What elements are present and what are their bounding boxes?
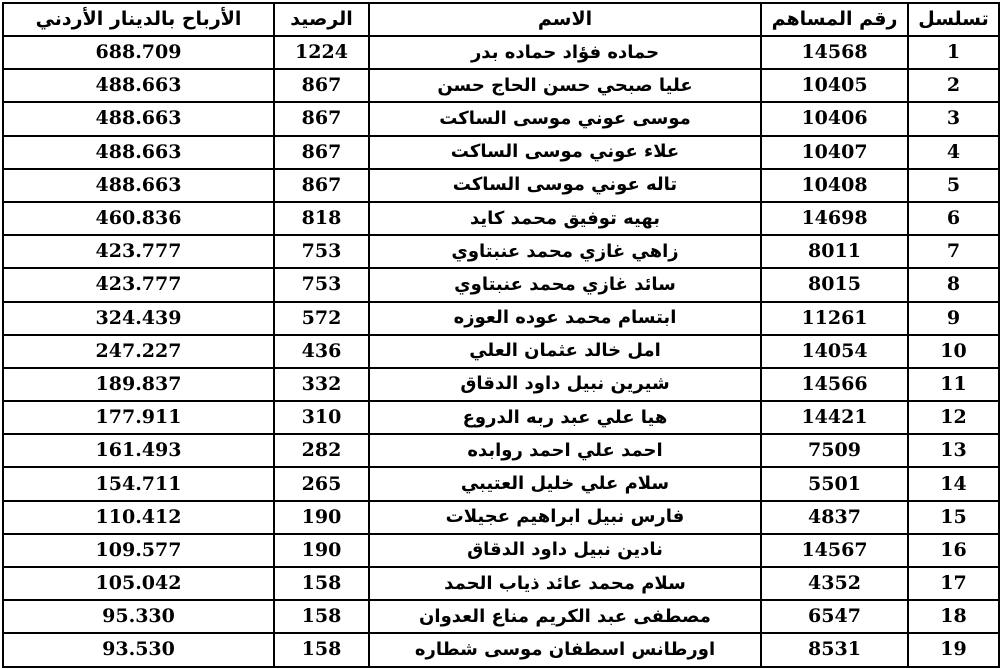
- cell-seq: 10: [908, 335, 999, 368]
- cell-balance: 572: [274, 302, 369, 335]
- cell-balance: 332: [274, 368, 369, 401]
- cell-profits: 109.577: [3, 534, 274, 567]
- header-seq: تسلسل: [908, 3, 999, 36]
- cell-seq: 9: [908, 302, 999, 335]
- cell-seq: 7: [908, 235, 999, 268]
- header-balance: الرصيد: [274, 3, 369, 36]
- cell-balance: 867: [274, 136, 369, 169]
- table-row: [3, 36, 999, 69]
- cell-name: سائد غازي محمد عنبتاوي: [369, 268, 761, 301]
- table-row: [3, 501, 999, 534]
- table-row: [3, 600, 999, 633]
- cell-seq: 19: [908, 633, 999, 666]
- cell-balance: 158: [274, 633, 369, 666]
- table-row: [3, 434, 999, 467]
- cell-profits: 189.837: [3, 368, 274, 401]
- cell-profits: 488.663: [3, 136, 274, 169]
- cell-seq: 18: [908, 600, 999, 633]
- cell-seq: 6: [908, 202, 999, 235]
- table-row: [3, 534, 999, 567]
- shareholders-profits-table: [2, 2, 1000, 668]
- cell-shareholder-no: 8015: [761, 268, 908, 301]
- cell-shareholder-no: 8531: [761, 633, 908, 666]
- cell-shareholder-no: 14054: [761, 335, 908, 368]
- cell-shareholder-no: 7509: [761, 434, 908, 467]
- cell-name: موسى عوني موسى الساكت: [369, 102, 761, 135]
- cell-balance: 436: [274, 335, 369, 368]
- table-row: [3, 102, 999, 135]
- cell-profits: 110.412: [3, 501, 274, 534]
- cell-shareholder-no: 14698: [761, 202, 908, 235]
- cell-shareholder-no: 14567: [761, 534, 908, 567]
- cell-name: سلام محمد عائد ذياب الحمد: [369, 567, 761, 600]
- cell-seq: 3: [908, 102, 999, 135]
- cell-shareholder-no: 4837: [761, 501, 908, 534]
- table-body: [3, 36, 999, 667]
- cell-balance: 190: [274, 534, 369, 567]
- cell-name: عليا صبحي حسن الحاج حسن: [369, 69, 761, 102]
- cell-balance: 818: [274, 202, 369, 235]
- cell-shareholder-no: 14421: [761, 401, 908, 434]
- cell-shareholder-no: 10405: [761, 69, 908, 102]
- cell-seq: 4: [908, 136, 999, 169]
- table-row: [3, 368, 999, 401]
- cell-balance: 158: [274, 567, 369, 600]
- cell-balance: 867: [274, 169, 369, 202]
- cell-seq: 17: [908, 567, 999, 600]
- cell-name: زاهي غازي محمد عنبتاوي: [369, 235, 761, 268]
- table-row: [3, 633, 999, 666]
- cell-name: بهيه توفيق محمد كايد: [369, 202, 761, 235]
- cell-name: احمد علي احمد روابده: [369, 434, 761, 467]
- header-profits: الأرباح بالدينار الأردني: [3, 3, 274, 36]
- header-name: الاسم: [369, 3, 761, 36]
- table-row: [3, 235, 999, 268]
- cell-profits: 324.439: [3, 302, 274, 335]
- table-row: [3, 268, 999, 301]
- cell-profits: 488.663: [3, 169, 274, 202]
- table-header-row: [3, 3, 999, 36]
- cell-profits: 460.836: [3, 202, 274, 235]
- cell-shareholder-no: 4352: [761, 567, 908, 600]
- cell-seq: 1: [908, 36, 999, 69]
- cell-profits: 688.709: [3, 36, 274, 69]
- cell-profits: 488.663: [3, 102, 274, 135]
- cell-seq: 14: [908, 467, 999, 500]
- cell-shareholder-no: 14568: [761, 36, 908, 69]
- cell-name: نادين نبيل داود الدقاق: [369, 534, 761, 567]
- cell-seq: 15: [908, 501, 999, 534]
- cell-name: اورطانس اسطفان موسى شطاره: [369, 633, 761, 666]
- cell-profits: 177.911: [3, 401, 274, 434]
- cell-profits: 423.777: [3, 268, 274, 301]
- cell-name: شيرين نبيل داود الدقاق: [369, 368, 761, 401]
- table-row: [3, 69, 999, 102]
- cell-balance: 753: [274, 235, 369, 268]
- cell-profits: 93.530: [3, 633, 274, 666]
- cell-name: تاله عوني موسى الساكت: [369, 169, 761, 202]
- cell-profits: 161.493: [3, 434, 274, 467]
- cell-balance: 158: [274, 600, 369, 633]
- table-row: [3, 467, 999, 500]
- cell-shareholder-no: 10407: [761, 136, 908, 169]
- cell-shareholder-no: 6547: [761, 600, 908, 633]
- cell-balance: 867: [274, 102, 369, 135]
- cell-seq: 8: [908, 268, 999, 301]
- table-row: [3, 202, 999, 235]
- header-shareholder-no: رقم المساهم: [761, 3, 908, 36]
- cell-profits: 488.663: [3, 69, 274, 102]
- cell-balance: 867: [274, 69, 369, 102]
- cell-profits: 105.042: [3, 567, 274, 600]
- cell-seq: 13: [908, 434, 999, 467]
- cell-balance: 753: [274, 268, 369, 301]
- cell-shareholder-no: 11261: [761, 302, 908, 335]
- cell-balance: 1224: [274, 36, 369, 69]
- cell-profits: 247.227: [3, 335, 274, 368]
- cell-profits: 95.330: [3, 600, 274, 633]
- cell-shareholder-no: 14566: [761, 368, 908, 401]
- cell-name: ابتسام محمد عوده العوزه: [369, 302, 761, 335]
- cell-seq: 2: [908, 69, 999, 102]
- cell-name: امل خالد عثمان العلي: [369, 335, 761, 368]
- table-row: [3, 401, 999, 434]
- cell-shareholder-no: 10406: [761, 102, 908, 135]
- table-row: [3, 169, 999, 202]
- table-row: [3, 567, 999, 600]
- cell-name: فارس نبيل ابراهيم عجيلات: [369, 501, 761, 534]
- table-row: [3, 302, 999, 335]
- cell-profits: 154.711: [3, 467, 274, 500]
- cell-name: حماده فؤاد حماده بدر: [369, 36, 761, 69]
- cell-shareholder-no: 10408: [761, 169, 908, 202]
- cell-seq: 5: [908, 169, 999, 202]
- cell-shareholder-no: 5501: [761, 467, 908, 500]
- cell-balance: 282: [274, 434, 369, 467]
- cell-seq: 11: [908, 368, 999, 401]
- cell-balance: 265: [274, 467, 369, 500]
- cell-balance: 310: [274, 401, 369, 434]
- cell-name: سلام علي خليل العتيبي: [369, 467, 761, 500]
- cell-shareholder-no: 8011: [761, 235, 908, 268]
- cell-name: علاء عوني موسى الساكت: [369, 136, 761, 169]
- cell-profits: 423.777: [3, 235, 274, 268]
- cell-seq: 12: [908, 401, 999, 434]
- cell-balance: 190: [274, 501, 369, 534]
- cell-name: مصطفى عبد الكريم مناع العدوان: [369, 600, 761, 633]
- table-row: [3, 136, 999, 169]
- cell-name: هيا علي عبد ربه الدروع: [369, 401, 761, 434]
- cell-seq: 16: [908, 534, 999, 567]
- table-row: [3, 335, 999, 368]
